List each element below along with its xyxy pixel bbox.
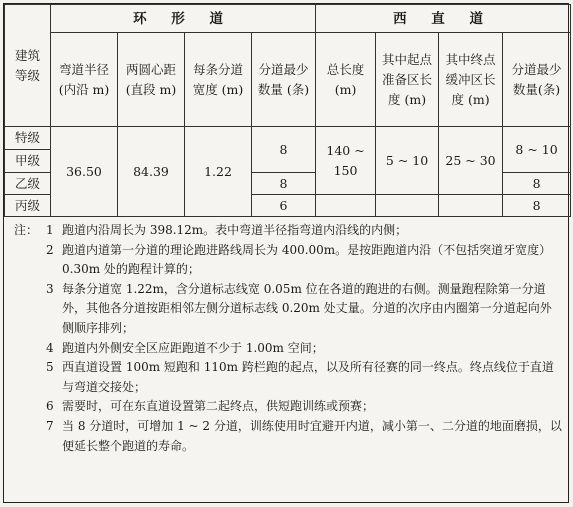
note-item — [14, 397, 562, 417]
cell-straight-lanes-top: 8 ~ 10 — [503, 127, 571, 173]
note-number: 5 — [46, 360, 54, 375]
note-number: 2 — [46, 242, 54, 257]
cell-start-zone: 5 ~ 10 — [376, 127, 439, 195]
note-text: 跑道内沿周长为 398.12m。表中弯道半径指弯道内沿线的内侧； — [62, 223, 408, 237]
note-item — [14, 339, 562, 359]
note-text: 西直道设置 100m 短跑和 110m 跨栏跑的起点，以及所有径赛的同一终点。终点线位于直道与弯道交接处； — [62, 360, 554, 394]
header-ring-track: 环 形 道 — [51, 5, 316, 33]
level-a: 甲级 — [5, 150, 51, 173]
note-item — [14, 358, 562, 397]
cell-ring-lanes-mid: 8 — [252, 173, 316, 195]
note-number: 7 — [46, 418, 54, 433]
cell-empty-2 — [376, 195, 439, 217]
notes-section — [4, 217, 568, 456]
level-c: 丙级 — [5, 195, 51, 217]
note-item — [14, 417, 562, 456]
specification-sheet — [3, 3, 569, 503]
cell-ring-lanes-bottom: 6 — [252, 195, 316, 217]
header-center-distance: 两圆心距 (直段 m) — [118, 33, 185, 127]
note-number: 3 — [46, 281, 54, 296]
note-text: 跑道内外侧安全区应距跑道不少于 1.00m 空间； — [62, 340, 324, 355]
notes-prefix: 注： — [14, 223, 39, 237]
cell-straight-lanes-bottom: 8 — [503, 195, 571, 217]
cell-distance: 84.39 — [118, 127, 185, 217]
note-text: 当 8 分道时，可增加 1 ~ 2 分道，训练使用时宜避开内道，减小第一、二分道的地面磨损，以便延长整个跑道的寿命。 — [62, 418, 562, 453]
note-number: 6 — [46, 399, 54, 414]
cell-radius: 36.50 — [51, 127, 118, 217]
note-text: 每条分道宽 1.22m，含分道标志线宽 0.05m 位在各道的跑进的右侧。测量跑程除第一分道外，其他各分道按距相邻左侧分道标志线 0.20m 处丈量。分道的次序由内圈第一分道起向外侧顺序排列； — [62, 281, 552, 335]
header-building-level: 建筑 等级 — [5, 5, 51, 127]
header-end-zone: 其中终点 缓冲区长 度 (m) — [439, 33, 503, 127]
header-lane-width: 每条分道 宽度 (m) — [185, 33, 252, 127]
cell-ring-lanes-top: 8 — [252, 127, 316, 173]
note-number: 4 — [46, 340, 54, 355]
note-item — [14, 221, 562, 241]
note-item — [14, 280, 562, 339]
note-item — [14, 241, 562, 280]
header-start-zone: 其中起点 准备区长 度 (m) — [376, 33, 439, 127]
level-b: 乙级 — [5, 173, 51, 195]
level-special: 特级 — [5, 127, 51, 150]
header-straight-min-lanes: 分道最少 数量(条) — [503, 33, 571, 127]
header-ring-min-lanes: 分道最少 数量 (条) — [252, 33, 316, 127]
cell-empty-1 — [316, 195, 376, 217]
cell-width: 1.22 — [185, 127, 252, 217]
track-spec-table — [4, 4, 571, 217]
note-text: 跑道内道第一分道的理论跑进路线周长为 400.00m。是按距跑道内沿（不包括突道牙宽度）0.30m 处的跑程计算的； — [62, 242, 552, 277]
cell-end-zone: 25 ~ 30 — [439, 127, 503, 195]
note-text: 需要时，可在东直道设置第二起终点，供短跑训练或预赛； — [62, 399, 375, 414]
cell-straight-lanes-mid: 8 — [503, 173, 571, 195]
header-west-straight: 西 直 道 — [316, 5, 571, 33]
cell-empty-3 — [439, 195, 503, 217]
header-total-length: 总长度 (m) — [316, 33, 376, 127]
cell-total-length: 140 ~ 150 — [316, 127, 376, 195]
note-number: 1 — [46, 223, 54, 237]
header-curve-radius: 弯道半径 (内沿 m) — [51, 33, 118, 127]
